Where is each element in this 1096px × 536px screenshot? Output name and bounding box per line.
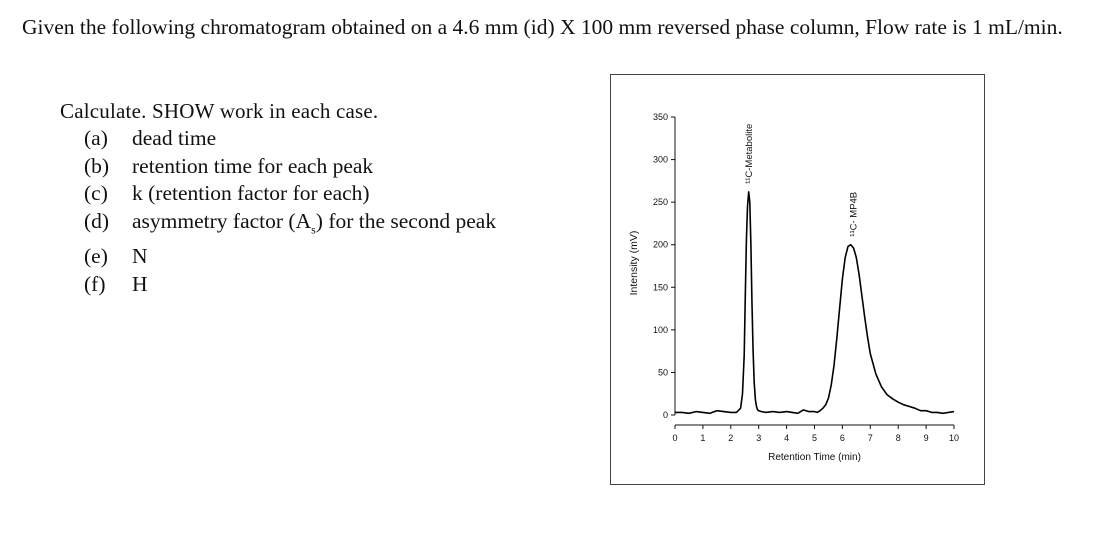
task-letter: (e) [84,244,108,269]
y-tick-label: 0 [662,410,668,420]
x-tick-label: 4 [784,433,790,443]
task-text [132,208,496,244]
calculate-heading: Calculate. SHOW work in each case. [60,99,379,123]
task-list [84,125,496,298]
task-letter: (d) [84,208,110,233]
question-intro: Given the following chromatogram obtained on a 4.6 mm (id) X 100 mm reversed phase column, Flow rate is 1 mL/min. [22,15,1063,39]
chromatogram-trace [675,192,954,413]
task-item-e [84,243,496,271]
y-tick-label: 200 [652,239,668,250]
x-tick-label: 7 [867,433,873,443]
x-tick-label: 10 [948,433,960,443]
task-text: dead time [132,126,217,150]
x-tick-label: 9 [923,433,929,443]
y-axis-label: Intensity (mV) [628,230,640,296]
x-tick-label: 1 [700,433,706,443]
task-text: N [132,244,148,269]
y-tick-label: 250 [652,197,668,208]
x-tick-label: 3 [756,433,762,443]
task-letter: (f) [84,271,106,296]
task-text-after: ) for the second peak [315,208,497,233]
y-tick-label: 150 [652,282,668,293]
task-letter: (b) [84,153,110,178]
task-item-d [84,208,496,244]
peak-label: ¹¹C-Metabolite [743,123,755,184]
y-tick-label: 100 [652,324,668,335]
task-item-a [84,125,496,153]
x-tick-label: 2 [728,433,734,443]
peak-label: ¹¹C- MP4B [848,191,860,237]
x-axis-label: Retention Time (min) [768,452,861,463]
task-text: retention time for each peak [132,153,374,178]
x-tick-label: 5 [811,433,818,443]
x-tick-label: 0 [672,433,678,443]
task-letter: (a) [84,126,108,150]
task-item-f [84,271,496,299]
y-tick-label: 350 [652,112,668,122]
chromatogram-figure [610,74,985,485]
x-tick-label: 8 [895,433,901,443]
task-text-before: asymmetry factor (A [132,208,312,233]
task-text: H [132,271,148,296]
task-subscript: s [311,221,316,236]
y-tick-label: 300 [652,154,668,165]
task-letter: (c) [84,181,108,205]
y-tick-label: 50 [657,367,668,378]
x-tick-label: 6 [839,433,845,443]
chromatogram-chart [611,75,986,486]
task-text: k (retention factor for each) [132,181,370,205]
task-item-b [84,153,496,181]
task-item-c [84,180,496,208]
